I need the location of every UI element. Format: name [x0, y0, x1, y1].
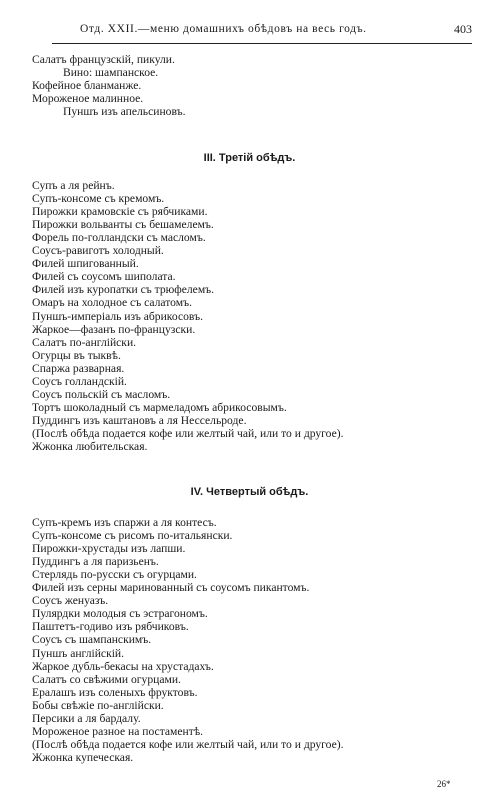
menu-item: Тортъ шоколадный съ мармеладомъ абрикосовымъ.	[32, 400, 287, 414]
menu-item: Пирожки вольванты съ бешамелемъ.	[32, 218, 214, 232]
menu-item: Жжонка любительская.	[32, 440, 148, 453]
menu-item: Соусъ голландскій.	[32, 374, 127, 388]
menu-item: Филей съ соусомъ шиполата.	[32, 270, 176, 284]
menu-item: Форель по-голландски съ масломъ.	[32, 231, 206, 245]
menu-item: Соусъ польскій съ масломъ.	[32, 387, 171, 401]
menu-item: Салатъ со свѣжими огурцами.	[32, 672, 181, 686]
header-title: Отд. XXII.—меню домашнихъ обѣдовъ на весь годъ.	[80, 23, 367, 35]
section-title-fourth-dinner: IV. Четвертый обѣдъ.	[190, 486, 309, 498]
menu-item: Жжонка купеческая.	[32, 750, 134, 764]
page-number: 403	[454, 22, 472, 36]
menu-item: Паштетъ-годиво изъ рябчиковъ.	[32, 620, 189, 634]
menu-item: Персики а ля бардалу.	[32, 711, 141, 725]
menu-item: Мороженое разное на постаментѣ.	[32, 724, 204, 738]
menu-item: Спаржа разварная.	[32, 361, 125, 375]
menu-item: Жаркое дубль-бекасы на хрустадахъ.	[32, 659, 214, 673]
menu-item: Соусъ женуазъ.	[32, 594, 109, 608]
menu-item: Пулярдки молодыя съ эстрагономъ.	[32, 607, 208, 621]
menu-item: Пуншъ англійскій.	[32, 646, 125, 660]
menu-item: Омаръ на холодное съ салатомъ.	[32, 296, 192, 310]
menu-item: Огурцы въ тыквѣ.	[32, 348, 121, 362]
menu-item: Филей изъ куропатки съ трюфелемъ.	[32, 283, 215, 297]
menu-item: Салатъ французскій, пикули.	[32, 53, 175, 66]
menu-item: Вино: шампанское.	[63, 66, 159, 79]
menu-item: Пуншъ-имперіаль изъ абрикосовъ.	[32, 309, 203, 323]
menu-item: Филей изъ серны маринованный съ соусомъ пикантомъ.	[32, 581, 310, 595]
menu-item: Ералашъ изъ соленыхъ фруктовъ.	[32, 685, 198, 699]
menu-item: Жаркое—фазанъ по-французски.	[32, 322, 196, 336]
menu-item: Пуншъ изъ апельсиновъ.	[63, 105, 186, 118]
menu-item: Кофейное бланманже.	[32, 79, 142, 92]
menu-item: Стерлядь по-русски съ огурцами.	[32, 568, 197, 582]
menu-item: Бобы свѣжіе по-англійски.	[32, 698, 164, 712]
menu-item: Соусъ съ шампанскимъ.	[32, 633, 152, 647]
running-header	[52, 19, 472, 44]
menu-item: Пирожки-хрустады изъ лапши.	[32, 542, 186, 556]
menu-item: Супъ-кремъ изъ спаржи а ля контесъ.	[32, 516, 217, 529]
menu-item: Салатъ по-англійски.	[32, 335, 137, 349]
menu-item: Пуддингъ изъ каштановъ а ля Нессельроде.	[32, 413, 247, 427]
menu-item: Соусъ-равиготъ холодный.	[32, 244, 164, 258]
section-title-third-dinner: III. Третій обѣдъ.	[203, 152, 296, 164]
menu-item: Пирожки крамовскіе съ рябчиками.	[32, 205, 208, 219]
menu-item: Пуддингъ а ля паризьенъ.	[32, 555, 159, 569]
menu-item: Супъ-консоме съ рисомъ по-итальянски.	[32, 529, 233, 543]
menu-item: Мороженое малинное.	[32, 92, 144, 105]
signature-mark: 26*	[437, 779, 451, 789]
menu-item: Супъ-консоме съ кремомъ.	[32, 192, 165, 206]
menu-item: (Послѣ обѣда подается кофе или желтый чай, или то и другое).	[32, 426, 344, 440]
menu-item: Филей шпигованный.	[32, 257, 139, 271]
menu-item: (Послѣ обѣда подается кофе или желтый чай, или то и другое).	[32, 737, 344, 751]
menu-item: Супъ а ля рейнъ.	[32, 179, 115, 192]
